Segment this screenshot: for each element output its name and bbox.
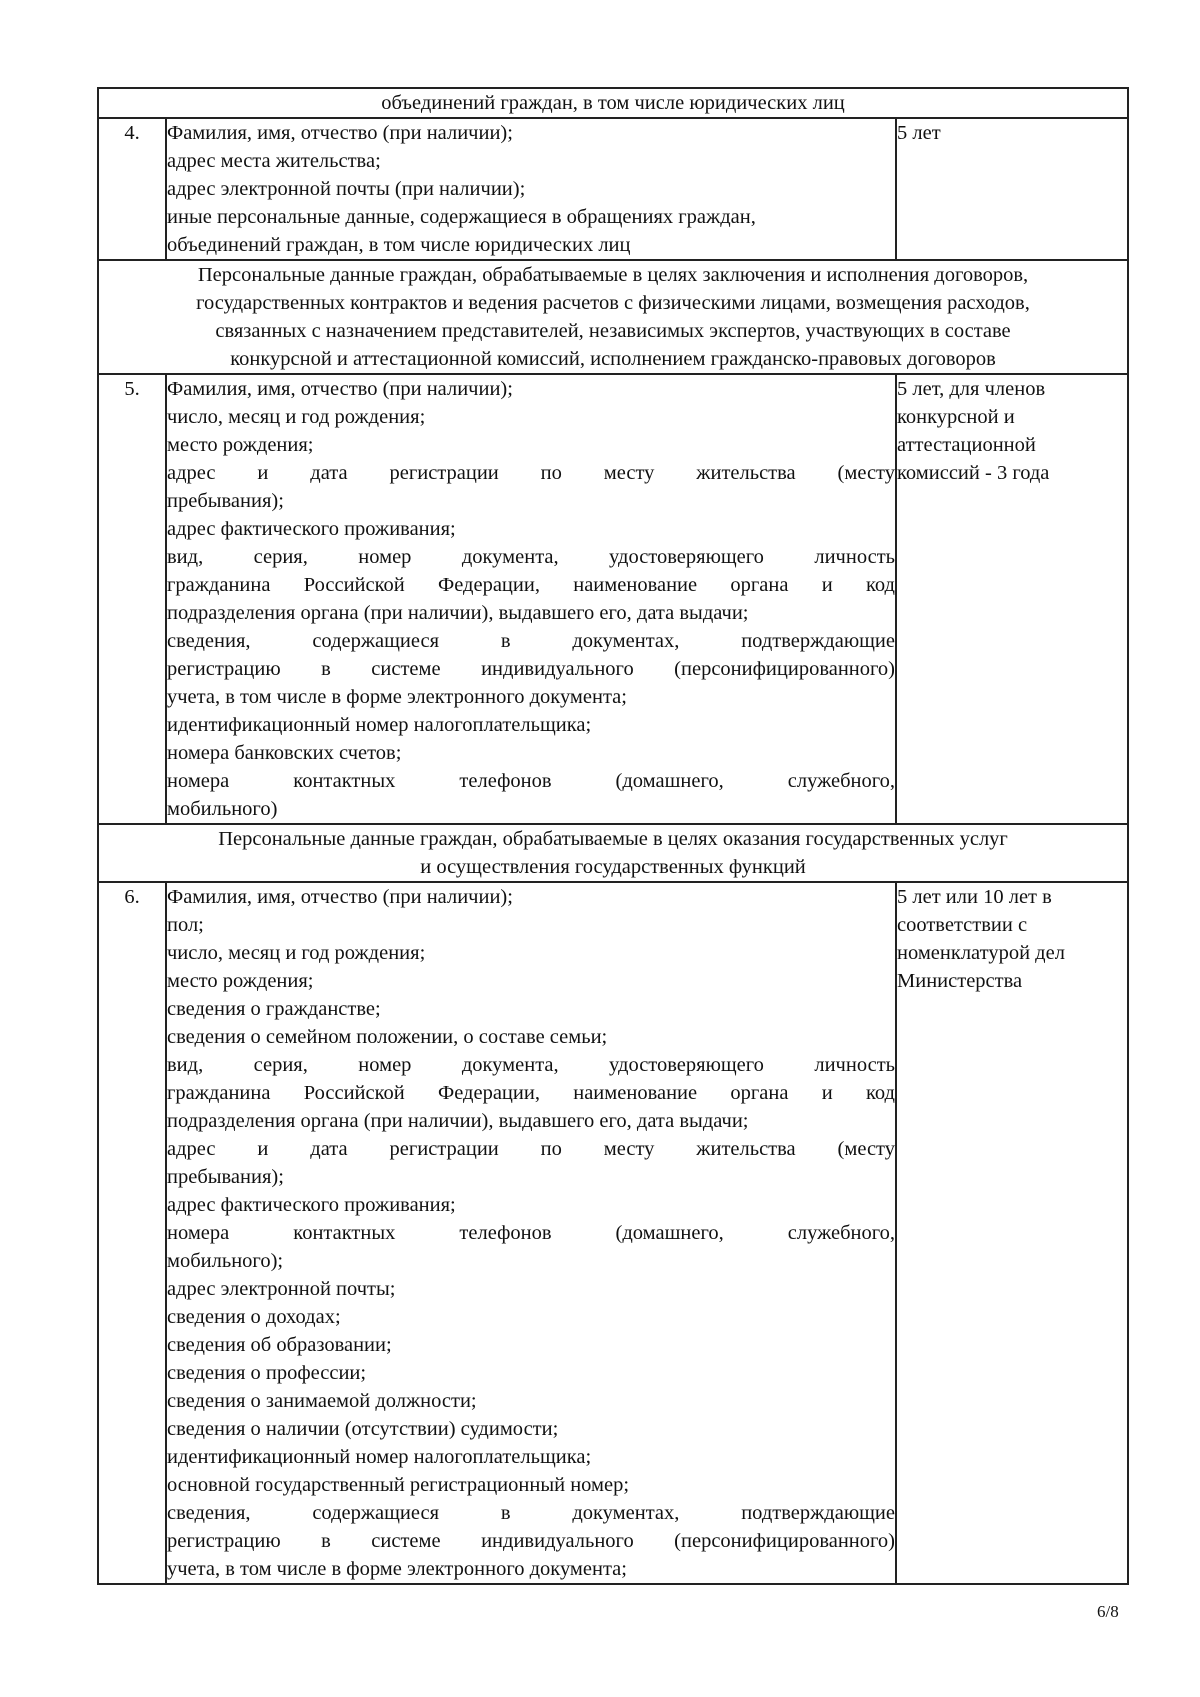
- data-line: адрес электронной почты (при наличии);: [167, 178, 526, 200]
- term-line: номенклатурой дел: [897, 942, 1065, 964]
- data-line: пол;: [167, 914, 204, 936]
- data-line: регистрацию в системе индивидуального (персонифицированного): [167, 1530, 895, 1552]
- data-line: пребывания);: [167, 490, 284, 512]
- data-line: пребывания);: [167, 1166, 284, 1188]
- term-line: 5 лет или 10 лет в: [897, 886, 1052, 908]
- data-line: сведения о профессии;: [167, 1362, 367, 1384]
- retention-term: [896, 118, 1128, 260]
- data-line: иные персональные данные, содержащиеся в обращениях граждан,: [167, 206, 756, 228]
- data-line: Фамилия, имя, отчество (при наличии);: [167, 122, 513, 144]
- heading-line: связанных с назначением представителей, независимых экспертов, участвующих в составе: [215, 320, 1011, 342]
- heading-line: объединений граждан, в том числе юридических лиц: [381, 92, 845, 114]
- data-line: сведения о доходах;: [167, 1306, 341, 1328]
- row-number: 5.: [98, 374, 166, 824]
- table-row: [98, 88, 1128, 118]
- heading-line: Персональные данные граждан, обрабатываемые в целях оказания государственных услуг: [218, 828, 1008, 850]
- data-line: сведения, содержащиеся в документах, подтверждающие: [167, 1502, 895, 1524]
- data-line: сведения о занимаемой должности;: [167, 1390, 477, 1412]
- data-line: вид, серия, номер документа, удостоверяющего личность: [167, 1054, 895, 1076]
- term-line: 5 лет: [897, 122, 941, 144]
- table-row: [98, 260, 1128, 374]
- row-number: 4.: [98, 118, 166, 260]
- table-row: [98, 374, 1128, 824]
- data-line: место рождения;: [167, 970, 314, 992]
- data-line: Фамилия, имя, отчество (при наличии);: [167, 886, 513, 908]
- data-line: номера банковских счетов;: [167, 742, 402, 764]
- data-line: адрес фактического проживания;: [167, 1194, 456, 1216]
- data-line: сведения, содержащиеся в документах, подтверждающие: [167, 630, 895, 652]
- section-heading-continued: [98, 88, 1128, 118]
- data-list: [166, 118, 896, 260]
- section-heading: [98, 824, 1128, 882]
- data-line: сведения о гражданстве;: [167, 998, 381, 1020]
- table-row: [98, 882, 1128, 1584]
- data-line: идентификационный номер налогоплательщика;: [167, 1446, 592, 1468]
- data-line: адрес и дата регистрации по месту жительства (месту: [167, 1138, 895, 1160]
- heading-line: Персональные данные граждан, обрабатываемые в целях заключения и исполнения договоров,: [197, 264, 1029, 286]
- heading-line: конкурсной и аттестационной комиссий, исполнением гражданско-правовых договоров: [230, 348, 996, 370]
- data-line: гражданина Российской Федерации, наименование органа и код: [167, 574, 895, 596]
- data-line: сведения о наличии (отсутствии) судимости;: [167, 1418, 559, 1440]
- table-row: [98, 118, 1128, 260]
- term-line: соответствии с: [897, 914, 1028, 936]
- heading-line: государственных контрактов и ведения расчетов с физическими лицами, возмещения расходов,: [196, 292, 1030, 314]
- data-line: учета, в том числе в форме электронного документа;: [167, 1558, 627, 1580]
- data-line: вид, серия, номер документа, удостоверяющего личность: [167, 546, 895, 568]
- data-line: сведения об образовании;: [167, 1334, 392, 1356]
- data-line: мобильного);: [167, 1250, 284, 1272]
- data-line: учета, в том числе в форме электронного документа;: [167, 686, 627, 708]
- data-line: адрес места жительства;: [167, 150, 381, 172]
- data-line: номера контактных телефонов (домашнего, служебного,: [167, 770, 895, 792]
- heading-line: и осуществления государственных функций: [420, 856, 806, 878]
- data-line: адрес фактического проживания;: [167, 518, 456, 540]
- personal-data-table: [97, 87, 1129, 1585]
- retention-term: [896, 374, 1128, 824]
- data-line: регистрацию в системе индивидуального (персонифицированного): [167, 658, 895, 680]
- data-line: объединений граждан, в том числе юридических лиц: [167, 234, 631, 256]
- data-line: идентификационный номер налогоплательщика;: [167, 714, 592, 736]
- data-line: Фамилия, имя, отчество (при наличии);: [167, 378, 513, 400]
- data-line: мобильного): [167, 798, 278, 820]
- page-number: 6/8: [1097, 1602, 1119, 1621]
- data-list: [166, 374, 896, 824]
- term-line: аттестационной: [897, 434, 1036, 456]
- term-line: конкурсной и: [897, 406, 1015, 428]
- data-line: подразделения органа (при наличии), выдавшего его, дата выдачи;: [167, 602, 749, 624]
- data-line: гражданина Российской Федерации, наименование органа и код: [167, 1082, 895, 1104]
- data-list: [166, 882, 896, 1584]
- term-line: комиссий - 3 года: [897, 462, 1050, 484]
- row-number: 6.: [98, 882, 166, 1584]
- term-line: 5 лет, для членов: [897, 378, 1046, 400]
- table-row: [98, 824, 1128, 882]
- data-line: адрес и дата регистрации по месту жительства (месту: [167, 462, 895, 484]
- data-line: адрес электронной почты;: [167, 1278, 396, 1300]
- data-line: место рождения;: [167, 434, 314, 456]
- data-line: основной государственный регистрационный номер;: [167, 1474, 630, 1496]
- section-heading: [98, 260, 1128, 374]
- term-line: Министерства: [897, 970, 1023, 992]
- data-line: число, месяц и год рождения;: [167, 942, 426, 964]
- data-line: число, месяц и год рождения;: [167, 406, 426, 428]
- data-line: сведения о семейном положении, о составе семьи;: [167, 1026, 608, 1048]
- data-line: номера контактных телефонов (домашнего, служебного,: [167, 1222, 895, 1244]
- data-line: подразделения органа (при наличии), выдавшего его, дата выдачи;: [167, 1110, 749, 1132]
- retention-term: [896, 882, 1128, 1584]
